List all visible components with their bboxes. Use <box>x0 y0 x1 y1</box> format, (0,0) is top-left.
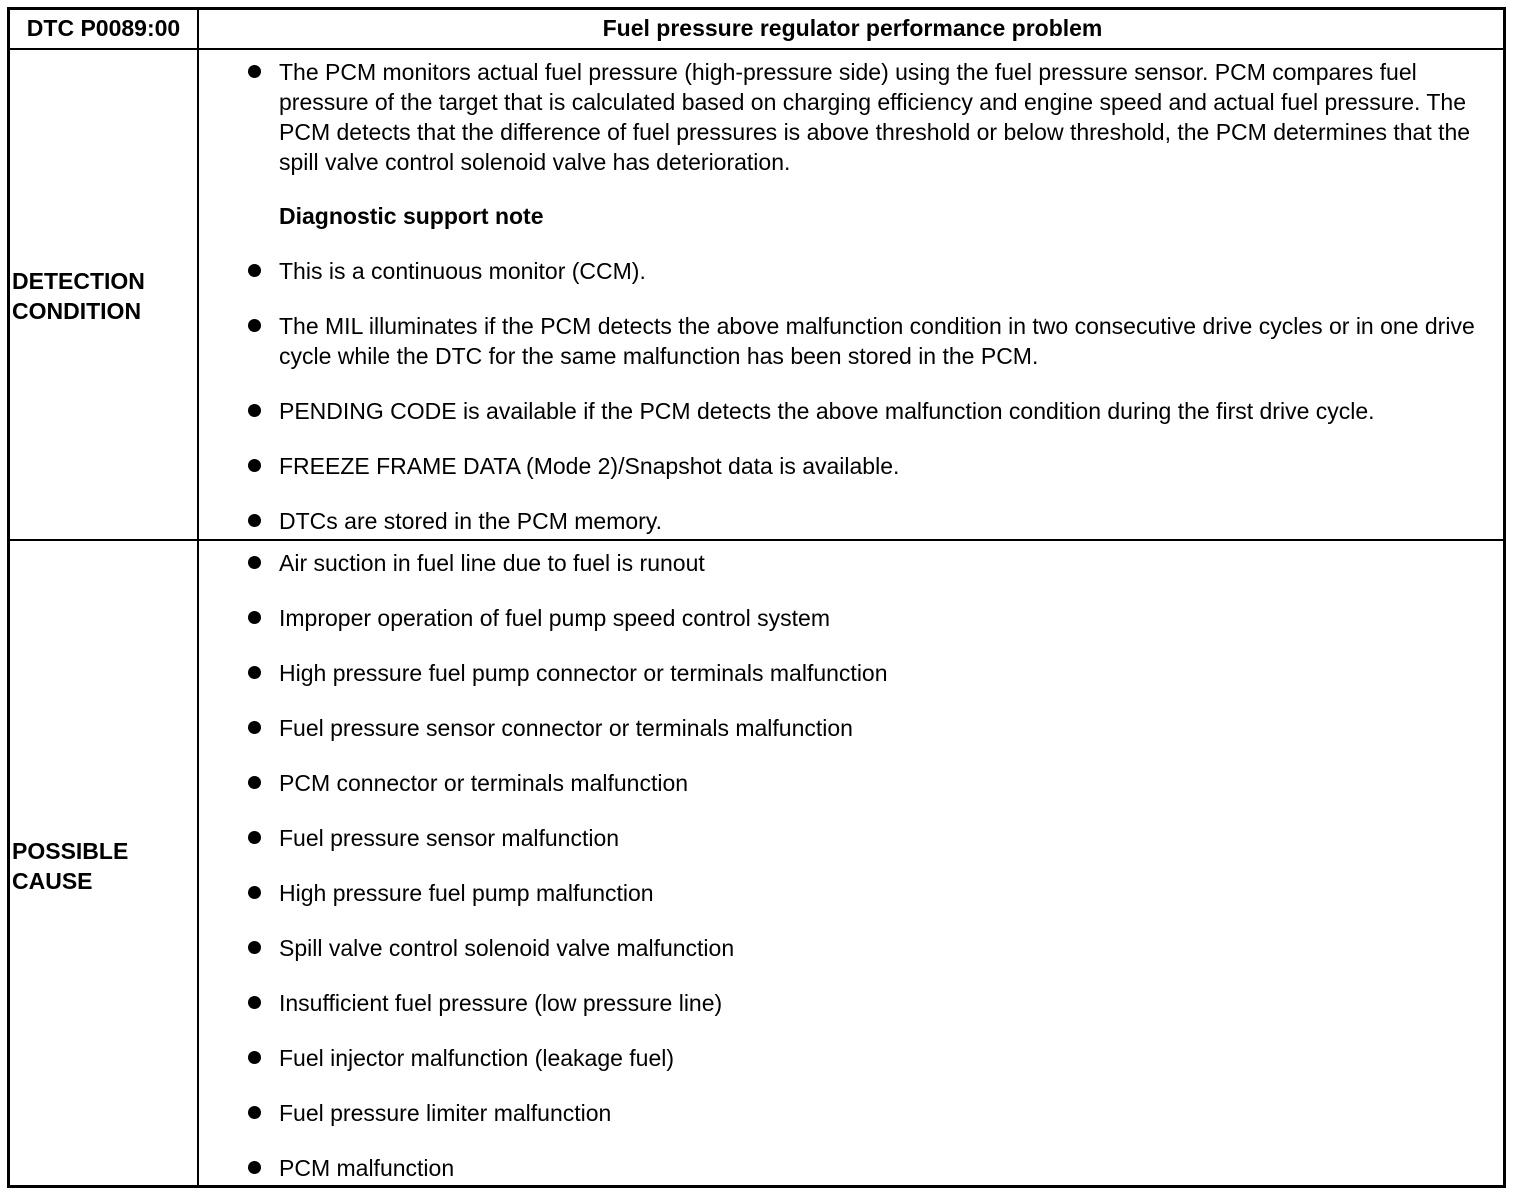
bullet-icon <box>248 264 261 277</box>
cause-text: Fuel injector malfunction (leakage fuel) <box>279 1045 675 1071</box>
detection-note-item <box>279 396 1489 426</box>
cause-item <box>279 878 1489 908</box>
cause-text: PCM connector or terminals malfunction <box>279 770 689 796</box>
cause-item <box>279 933 1489 963</box>
dtc-title: Fuel pressure regulator performance problem <box>602 15 1103 41</box>
bullet-icon <box>248 886 261 899</box>
cause-text: High pressure fuel pump connector or terminals malfunction <box>279 660 888 686</box>
cause-text: Spill valve control solenoid valve malfunction <box>279 935 735 961</box>
bullet-icon <box>248 996 261 1009</box>
cause-text: Fuel pressure sensor connector or terminals malfunction <box>279 715 853 741</box>
detection-intro-item <box>279 57 1489 177</box>
cause-item <box>279 603 1489 633</box>
bullet-icon <box>248 1161 261 1174</box>
detection-note-item <box>279 256 1489 286</box>
diagnostic-support-note-heading: Diagnostic support note <box>279 203 544 229</box>
cause-item <box>279 988 1489 1018</box>
cause-item <box>279 1098 1489 1128</box>
cause-item <box>279 1153 1489 1183</box>
bullet-icon <box>248 514 261 527</box>
detection-note-text: The MIL illuminates if the PCM detects the above malfunction condition in two consecutive drive cycles or in one drive cycle while the DTC for the same malfunction has been stored in the PCM. <box>279 313 1475 369</box>
bullet-icon <box>248 1106 261 1119</box>
cause-item <box>279 713 1489 743</box>
bullet-icon <box>248 319 261 332</box>
bullet-icon <box>248 721 261 734</box>
row-divider <box>7 539 1506 541</box>
cause-item <box>279 768 1489 798</box>
bullet-icon <box>248 459 261 472</box>
bullet-icon <box>248 941 261 954</box>
dtc-code: DTC P0089:00 <box>26 15 181 41</box>
detection-note-text: PENDING CODE is available if the PCM detects the above malfunction condition during the first drive cycle. <box>279 398 1375 424</box>
detection-condition-label <box>12 266 192 326</box>
cause-item <box>279 823 1489 853</box>
detection-note-text: DTCs are stored in the PCM memory. <box>279 508 663 534</box>
bullet-icon <box>248 611 261 624</box>
cause-text: Fuel pressure limiter malfunction <box>279 1100 612 1126</box>
cause-text: Air suction in fuel line due to fuel is runout <box>279 550 705 576</box>
detection-label-line2: CONDITION <box>12 298 142 324</box>
detection-intro-text: The PCM monitors actual fuel pressure (high-pressure side) using the fuel pressure sensor. PCM compares fuel pressure of the target that is calculated based on charging efficiency and engine speed and actual fuel pressure. The PCM detects that the difference of fuel pressures is above threshold or below threshold, the PCM determines that the spill valve control solenoid valve has deterioration. <box>279 59 1471 175</box>
cause-text: High pressure fuel pump malfunction <box>279 880 654 906</box>
bullet-icon <box>248 404 261 417</box>
bullet-icon <box>248 831 261 844</box>
detection-note-text: This is a continuous monitor (CCM). <box>279 258 646 284</box>
detection-note-item <box>279 451 1489 481</box>
cause-text: Fuel pressure sensor malfunction <box>279 825 620 851</box>
cause-text: PCM malfunction <box>279 1155 455 1181</box>
column-divider <box>197 7 199 1188</box>
cause-text: Improper operation of fuel pump speed control system <box>279 605 831 631</box>
detection-note-item <box>279 311 1489 371</box>
bullet-icon <box>248 666 261 679</box>
detection-note-item <box>279 506 1489 536</box>
cause-item <box>279 658 1489 688</box>
bullet-icon <box>248 65 261 78</box>
header-divider <box>7 48 1506 50</box>
bullet-icon <box>248 776 261 789</box>
bullet-icon <box>248 556 261 569</box>
detection-label-line1: DETECTION <box>12 268 145 294</box>
cause-text: Insufficient fuel pressure (low pressure line) <box>279 990 723 1016</box>
cause-item <box>279 548 1489 578</box>
cause-label-line1: POSSIBLE <box>12 838 129 864</box>
cause-item <box>279 1043 1489 1073</box>
possible-cause-label <box>12 836 192 896</box>
cause-label-line2: CAUSE <box>12 868 93 894</box>
bullet-icon <box>248 1051 261 1064</box>
detection-note-text: FREEZE FRAME DATA (Mode 2)/Snapshot data is available. <box>279 453 900 479</box>
